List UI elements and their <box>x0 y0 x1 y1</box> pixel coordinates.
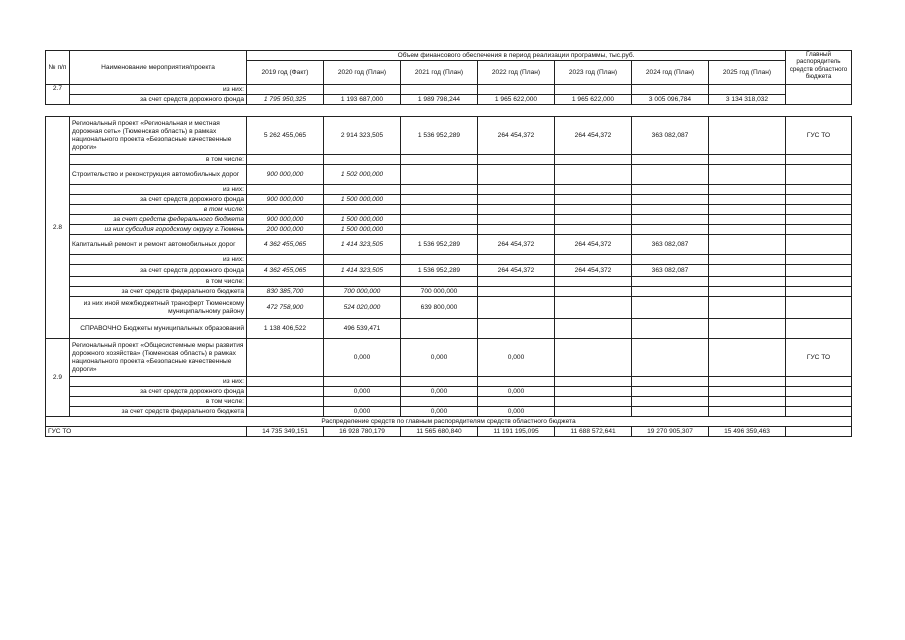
cell-value: 0,000 <box>324 387 401 397</box>
cell-value <box>478 255 555 265</box>
cell-value <box>632 195 709 205</box>
cell-value: 639 800,000 <box>401 297 478 319</box>
cell-value: 200 000,000 <box>247 225 324 235</box>
cell-value <box>555 165 632 185</box>
cell-value <box>401 205 478 215</box>
cell-value: 700 000,000 <box>324 287 401 297</box>
table-row <box>46 205 852 215</box>
cell-value: 0,000 <box>478 339 555 377</box>
cell-value: 264 454,372 <box>478 117 555 155</box>
cell-value: 2 914 323,505 <box>324 117 401 155</box>
row-gus <box>786 387 852 397</box>
row-name: из них: <box>70 85 247 95</box>
row-name: из них субсидия городскому округу г.Тюмень <box>70 225 247 235</box>
header-year: 2021 год (План) <box>401 61 478 85</box>
row-number: 2.8 <box>46 117 70 339</box>
table-row <box>46 339 852 377</box>
header-volume: Объем финансового обеспечения в период реализации программы, тыс.руб. <box>247 51 786 61</box>
cell-value <box>555 397 632 407</box>
cell-value <box>401 277 478 287</box>
cell-value: 1 414 323,505 <box>324 235 401 255</box>
cell-value <box>555 319 632 339</box>
cell-value: 264 454,372 <box>555 235 632 255</box>
cell-value: 900 000,000 <box>247 165 324 185</box>
cell-value: 15 496 359,463 <box>709 427 786 437</box>
cell-value <box>478 287 555 297</box>
table-row <box>46 407 852 417</box>
cell-value: 0,000 <box>324 339 401 377</box>
cell-value <box>632 297 709 319</box>
cell-value <box>555 155 632 165</box>
cell-value: 11 688 572,641 <box>555 427 632 437</box>
cell-value: 1 536 952,289 <box>401 265 478 277</box>
cell-value: 0,000 <box>401 387 478 397</box>
cell-value: 0,000 <box>324 407 401 417</box>
cell-value <box>709 185 786 195</box>
row-gus <box>786 235 852 255</box>
cell-value: 830 385,700 <box>247 287 324 297</box>
row-gus: ГУС ТО <box>786 339 852 377</box>
table-row <box>46 287 852 297</box>
row-gus <box>786 407 852 417</box>
table-row <box>46 319 852 339</box>
cell-value <box>709 397 786 407</box>
header-gus: Главный распорядитель средств областного бюджета <box>786 51 852 85</box>
table-row <box>46 215 852 225</box>
cell-value: 1 500 000,000 <box>324 225 401 235</box>
cell-value <box>709 265 786 277</box>
cell-value <box>632 377 709 387</box>
table-row <box>46 225 852 235</box>
cell-value: 16 928 780,179 <box>324 427 401 437</box>
row-name: из них: <box>70 377 247 387</box>
row-name: за счет средств дорожного фонда <box>70 265 247 277</box>
row-gus <box>786 225 852 235</box>
cell-value <box>709 235 786 255</box>
cell-value <box>401 377 478 387</box>
row-gus: ГУС ТО <box>786 117 852 155</box>
row-gus <box>786 287 852 297</box>
cell-value: 4 362 455,065 <box>247 235 324 255</box>
table-row <box>46 95 852 105</box>
cell-value <box>555 185 632 195</box>
cell-value: 363 082,087 <box>632 117 709 155</box>
cell-value <box>555 277 632 287</box>
cell-value: 1 536 952,289 <box>401 117 478 155</box>
table-row <box>46 85 852 95</box>
cell-value <box>709 205 786 215</box>
cell-value <box>401 397 478 407</box>
cell-value <box>555 287 632 297</box>
row-gus <box>786 397 852 407</box>
cell-value: 0,000 <box>478 387 555 397</box>
cell-value <box>247 407 324 417</box>
cell-value <box>478 277 555 287</box>
cell-value: 264 454,372 <box>478 235 555 255</box>
cell-value <box>555 387 632 397</box>
row-name: за счет средств дорожного фонда <box>70 95 247 105</box>
cell-value <box>555 225 632 235</box>
cell-value <box>709 165 786 185</box>
row-name: за счет средств дорожного фонда <box>70 387 247 397</box>
table-row <box>46 117 852 155</box>
row-gus <box>786 377 852 387</box>
table-row <box>46 155 852 165</box>
cell-value <box>247 277 324 287</box>
distribution-title-row <box>46 417 852 427</box>
header-year: 2023 год (План) <box>555 61 632 85</box>
cell-value <box>632 319 709 339</box>
cell-value <box>632 287 709 297</box>
row-name: Региональный проект «Общесистемные меры развития дорожного хозяйства» (Тюменская область) в рамках национального проекта «Безопасные качественные дороги» <box>70 339 247 377</box>
row-name: в том числе: <box>70 277 247 287</box>
header-num: № п/п <box>46 51 70 85</box>
cell-value <box>709 297 786 319</box>
table-row <box>46 195 852 205</box>
cell-value <box>478 165 555 185</box>
cell-value <box>401 255 478 265</box>
cell-value <box>247 185 324 195</box>
cell-value <box>401 215 478 225</box>
row-name: в том числе: <box>70 155 247 165</box>
cell-value: 1 414 323,505 <box>324 265 401 277</box>
cell-value: 1 965 622,000 <box>478 95 555 105</box>
row-gus <box>786 195 852 205</box>
cell-value <box>632 165 709 185</box>
row-name: за счет средств федерального бюджета <box>70 215 247 225</box>
cell-value <box>478 397 555 407</box>
row-number: 2.9 <box>46 339 70 417</box>
cell-value <box>632 215 709 225</box>
table-row <box>46 255 852 265</box>
cell-value <box>247 397 324 407</box>
cell-value <box>709 195 786 205</box>
cell-value <box>709 387 786 397</box>
cell-value <box>478 195 555 205</box>
cell-value: 264 454,372 <box>555 265 632 277</box>
row-gus <box>786 205 852 215</box>
row-name: за счет средств федерального бюджета <box>70 407 247 417</box>
financing-table-header <box>45 50 852 105</box>
row-gus <box>786 255 852 265</box>
cell-value: 900 000,000 <box>247 215 324 225</box>
header-year: 2024 год (План) <box>632 61 709 85</box>
row-gus <box>786 165 852 185</box>
cell-value <box>632 185 709 195</box>
row-gus <box>786 185 852 195</box>
cell-value <box>478 297 555 319</box>
cell-value <box>324 205 401 215</box>
cell-value <box>632 407 709 417</box>
header-year: 2025 год (План) <box>709 61 786 85</box>
table-row <box>46 377 852 387</box>
cell-value <box>401 155 478 165</box>
cell-value: 1 500 000,000 <box>324 195 401 205</box>
cell-value <box>401 195 478 205</box>
cell-value <box>324 397 401 407</box>
cell-value: 472 758,900 <box>247 297 324 319</box>
cell-value <box>401 319 478 339</box>
row-name: из них: <box>70 185 247 195</box>
cell-value <box>401 185 478 195</box>
row-name: из них: <box>70 255 247 265</box>
cell-value <box>709 377 786 387</box>
cell-value: 524 020,000 <box>324 297 401 319</box>
header-year: 2020 год (План) <box>324 61 401 85</box>
cell-value <box>478 155 555 165</box>
cell-value: 264 454,372 <box>555 117 632 155</box>
cell-value <box>478 377 555 387</box>
table-row <box>46 387 852 397</box>
cell-value <box>709 287 786 297</box>
cell-value <box>555 215 632 225</box>
row-name: в том числе: <box>70 205 247 215</box>
cell-value <box>709 319 786 339</box>
cell-value <box>709 215 786 225</box>
cell-value: 264 454,372 <box>478 265 555 277</box>
cell-value <box>478 185 555 195</box>
cell-value <box>632 255 709 265</box>
cell-value: 1 502 000,000 <box>324 165 401 185</box>
cell-value: 496 539,471 <box>324 319 401 339</box>
cell-value <box>709 117 786 155</box>
cell-value <box>555 195 632 205</box>
cell-value: 14 735 349,151 <box>247 427 324 437</box>
cell-value <box>478 215 555 225</box>
cell-value <box>632 155 709 165</box>
cell-value <box>247 205 324 215</box>
row-gus <box>786 155 852 165</box>
cell-value <box>709 407 786 417</box>
cell-value: 0,000 <box>401 339 478 377</box>
cell-value <box>324 255 401 265</box>
cell-value: 11 565 680,840 <box>401 427 478 437</box>
cell-value <box>632 277 709 287</box>
table-row <box>46 235 852 255</box>
row-gus <box>786 277 852 287</box>
table-row <box>46 297 852 319</box>
row-name: за счет средств дорожного фонда <box>70 195 247 205</box>
cell-value <box>632 225 709 235</box>
cell-value <box>555 205 632 215</box>
cell-value <box>247 339 324 377</box>
cell-value <box>709 255 786 265</box>
cell-value: 1 965 622,000 <box>555 95 632 105</box>
cell-value <box>247 387 324 397</box>
cell-value: 0,000 <box>401 407 478 417</box>
cell-value <box>709 277 786 287</box>
cell-value <box>478 205 555 215</box>
cell-value: 1 795 950,325 <box>247 95 324 105</box>
header-year: 2019 год (Факт) <box>247 61 324 85</box>
cell-value: 1 989 798,244 <box>401 95 478 105</box>
cell-value: 1 138 406,522 <box>247 319 324 339</box>
cell-value <box>709 155 786 165</box>
cell-value: 363 082,087 <box>632 235 709 255</box>
table-row <box>46 397 852 407</box>
cell-value: 900 000,000 <box>247 195 324 205</box>
cell-value <box>324 377 401 387</box>
header-name: Наименование мероприятия/проекта <box>70 51 247 85</box>
distribution-title: Распределение средств по главным распорядителям средств областного бюджета <box>46 417 852 427</box>
row-gus <box>786 297 852 319</box>
cell-value <box>324 155 401 165</box>
cell-value <box>632 397 709 407</box>
cell-value <box>555 377 632 387</box>
row-name: СПРАВОЧНО Бюджеты муниципальных образований <box>70 319 247 339</box>
cell-value <box>401 165 478 185</box>
cell-value: 11 191 195,095 <box>478 427 555 437</box>
cell-value <box>555 255 632 265</box>
cell-value <box>401 225 478 235</box>
cell-value <box>632 387 709 397</box>
row-name: Строительство и реконструкция автомобильных дорог <box>70 165 247 185</box>
cell-value <box>247 155 324 165</box>
cell-value <box>555 297 632 319</box>
cell-value: 0,000 <box>478 407 555 417</box>
header-year: 2022 год (План) <box>478 61 555 85</box>
row-name: в том числе: <box>70 397 247 407</box>
financing-table-body <box>45 116 852 437</box>
cell-value: 3 005 096,784 <box>632 95 709 105</box>
cell-value <box>555 339 632 377</box>
row-gus <box>786 319 852 339</box>
cell-value <box>632 339 709 377</box>
cell-value: 5 262 455,065 <box>247 117 324 155</box>
cell-value: 1 193 687,000 <box>324 95 401 105</box>
row-number: 2.7 <box>46 85 70 105</box>
row-name: за счет средств федерального бюджета <box>70 287 247 297</box>
row-name: из них иной межбюджетный трансферт Тюменскому муниципальному району <box>70 297 247 319</box>
row-name: Капитальный ремонт и ремонт автомобильных дорог <box>70 235 247 255</box>
row-gus <box>786 215 852 225</box>
cell-value <box>324 277 401 287</box>
cell-value <box>709 225 786 235</box>
cell-value: 1 500 000,000 <box>324 215 401 225</box>
row-gus <box>786 265 852 277</box>
cell-value <box>247 255 324 265</box>
cell-value <box>632 205 709 215</box>
table-row <box>46 185 852 195</box>
cell-value: 363 082,087 <box>632 265 709 277</box>
cell-value: 1 536 952,289 <box>401 235 478 255</box>
cell-value <box>324 185 401 195</box>
table-row <box>46 265 852 277</box>
cell-value <box>478 319 555 339</box>
cell-value <box>247 377 324 387</box>
cell-value <box>709 339 786 377</box>
row-name: Региональный проект «Региональная и местная дорожная сеть» (Тюменская область) в рамках национального проекта «Безопасные качественные дороги» <box>70 117 247 155</box>
cell-value: 4 362 455,065 <box>247 265 324 277</box>
distribution-label: ГУС ТО <box>46 427 247 437</box>
cell-value <box>478 225 555 235</box>
table-row <box>46 277 852 287</box>
distribution-row <box>46 427 852 437</box>
cell-value: 19 270 905,307 <box>632 427 709 437</box>
table-row <box>46 165 852 185</box>
cell-value: 3 134 318,032 <box>709 95 786 105</box>
cell-value <box>555 407 632 417</box>
cell-value: 700 000,000 <box>401 287 478 297</box>
